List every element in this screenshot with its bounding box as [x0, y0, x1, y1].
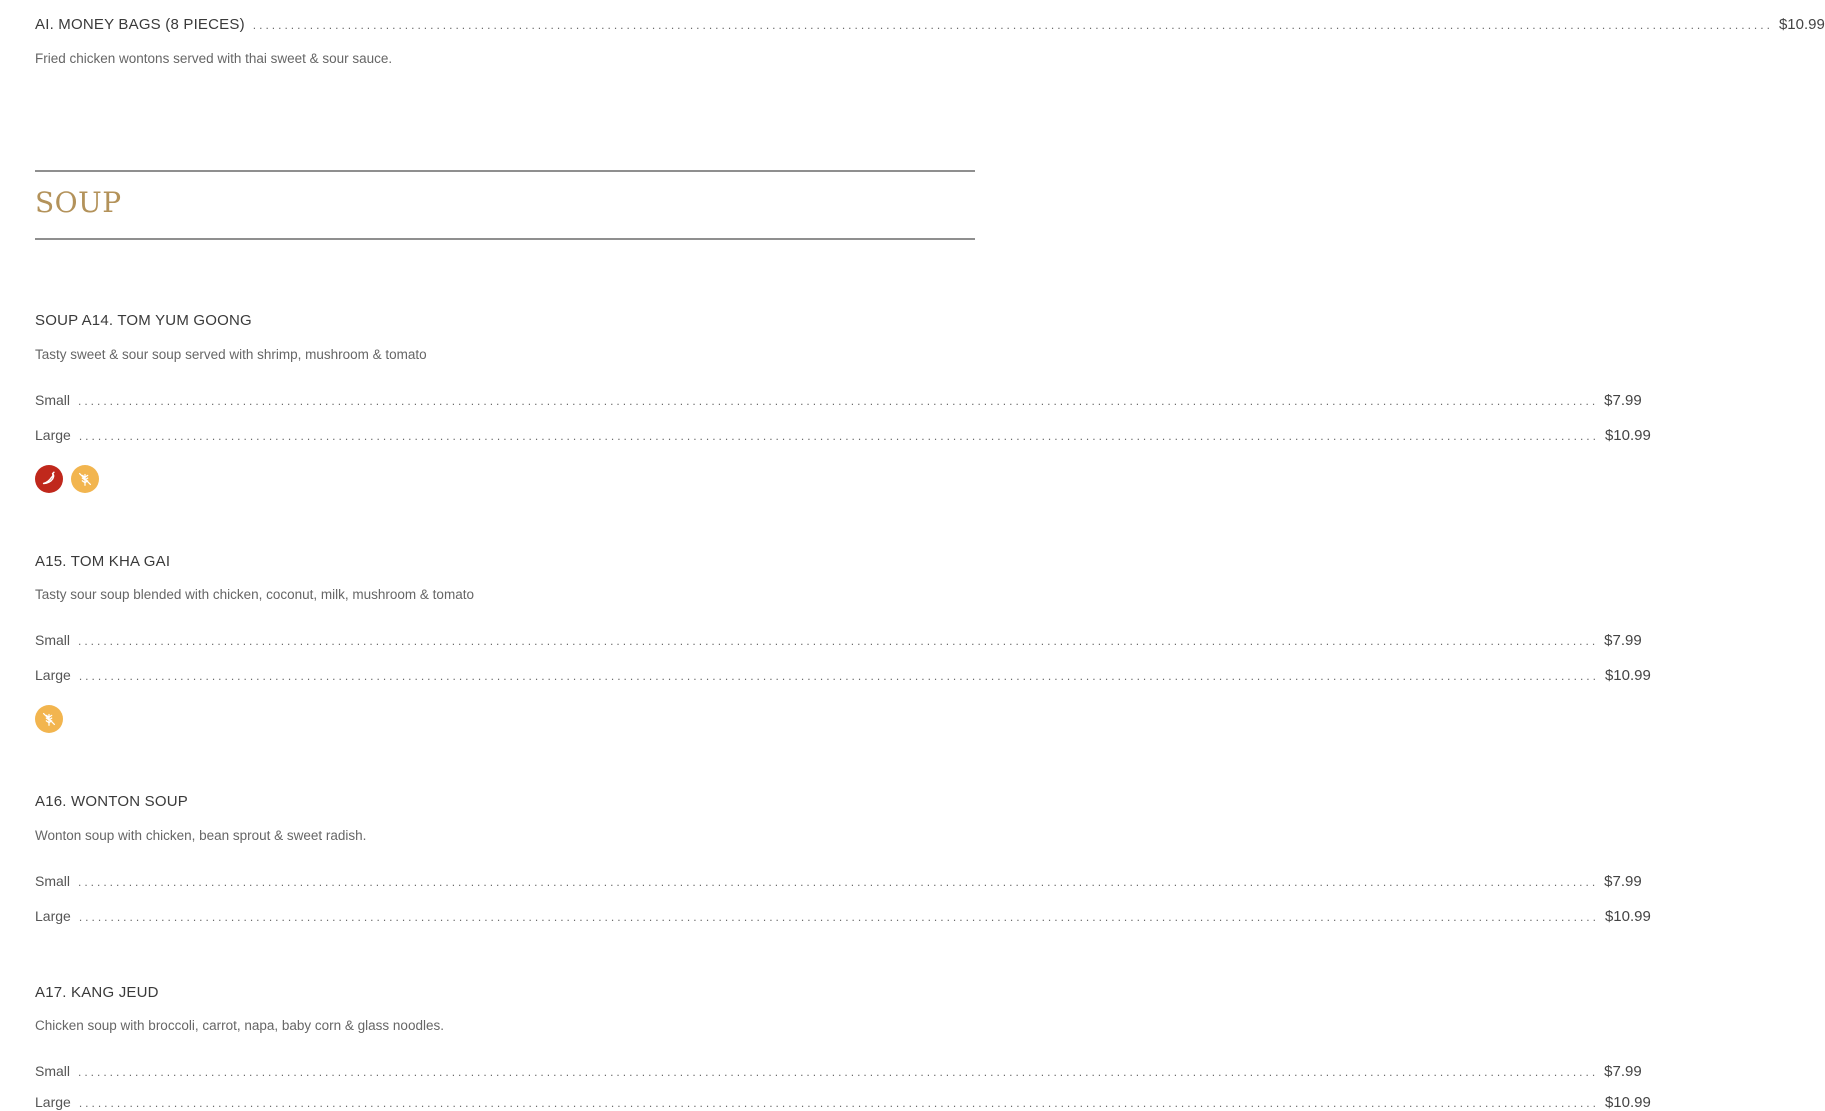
- size-label: Small: [35, 392, 71, 408]
- item-price: $10.99: [1778, 16, 1825, 33]
- size-price: $10.99: [1604, 1094, 1651, 1111]
- size-label: Large: [35, 908, 71, 924]
- size-label: Large: [35, 667, 71, 683]
- size-label: Small: [35, 1063, 71, 1079]
- dietary-badges: [35, 465, 975, 493]
- chili-pepper-icon: [35, 465, 63, 493]
- gluten-free-icon: [35, 705, 63, 733]
- size-row-small: [35, 1063, 1642, 1080]
- size-price: $7.99: [1604, 1063, 1642, 1080]
- dot-leader: ................................................................................................................................................................................................................................................: [78, 394, 1599, 408]
- item-description: Tasty sour soup blended with chicken, coconut, milk, mushroom & tomato: [35, 587, 474, 602]
- item-description: Tasty sweet & sour soup served with shrimp, mushroom & tomato: [35, 347, 427, 362]
- item-title: A16. WONTON SOUP: [35, 793, 188, 810]
- item-title: AI. MONEY BAGS (8 PIECES): [35, 16, 245, 33]
- size-row-large: [35, 908, 1651, 925]
- size-row-large: [35, 1094, 1651, 1111]
- size-label: Large: [35, 427, 71, 443]
- dot-leader: ................................................................................................................................................................................................................................................: [78, 1065, 1599, 1079]
- size-row-small: [35, 873, 1642, 890]
- size-label: Small: [35, 873, 71, 889]
- size-price: $7.99: [1604, 632, 1642, 649]
- item-title: SOUP A14. TOM YUM GOONG: [35, 312, 252, 329]
- dot-leader: ................................................................................................................................................................................................................................................: [78, 875, 1599, 889]
- size-price: $7.99: [1604, 873, 1642, 890]
- size-label: Small: [35, 632, 71, 648]
- section-title: SOUP: [35, 186, 122, 219]
- dot-leader: ................................................................................................................................................................................................................................................: [252, 18, 1773, 32]
- section-divider-bottom: [35, 238, 975, 240]
- size-price: $10.99: [1604, 427, 1651, 444]
- size-row-small: [35, 392, 1642, 409]
- size-row-small: [35, 632, 1642, 649]
- dot-leader: ................................................................................................................................................................................................................................................: [78, 910, 1599, 924]
- size-price: $7.99: [1604, 392, 1642, 409]
- size-price: $10.99: [1604, 908, 1651, 925]
- item-description: Fried chicken wontons served with thai sweet & sour sauce.: [35, 51, 393, 66]
- item-title: A15. TOM KHA GAI: [35, 553, 171, 570]
- size-row-large: [35, 667, 1651, 684]
- menu-item-money-bags: [35, 16, 1825, 33]
- size-row-large: [35, 427, 1651, 444]
- item-description: Wonton soup with chicken, bean sprout & sweet radish.: [35, 828, 367, 843]
- gluten-free-icon: [71, 465, 99, 493]
- dot-leader: ................................................................................................................................................................................................................................................: [78, 1096, 1599, 1110]
- dot-leader: ................................................................................................................................................................................................................................................: [78, 669, 1599, 683]
- size-label: Large: [35, 1094, 71, 1110]
- section-divider-top: [35, 170, 975, 172]
- item-description: Chicken soup with broccoli, carrot, napa, baby corn & glass noodles.: [35, 1018, 444, 1033]
- dot-leader: ................................................................................................................................................................................................................................................: [78, 634, 1599, 648]
- dot-leader: ................................................................................................................................................................................................................................................: [78, 429, 1599, 443]
- item-title: A17. KANG JEUD: [35, 984, 159, 1001]
- dietary-badges: [35, 705, 975, 733]
- size-price: $10.99: [1604, 667, 1651, 684]
